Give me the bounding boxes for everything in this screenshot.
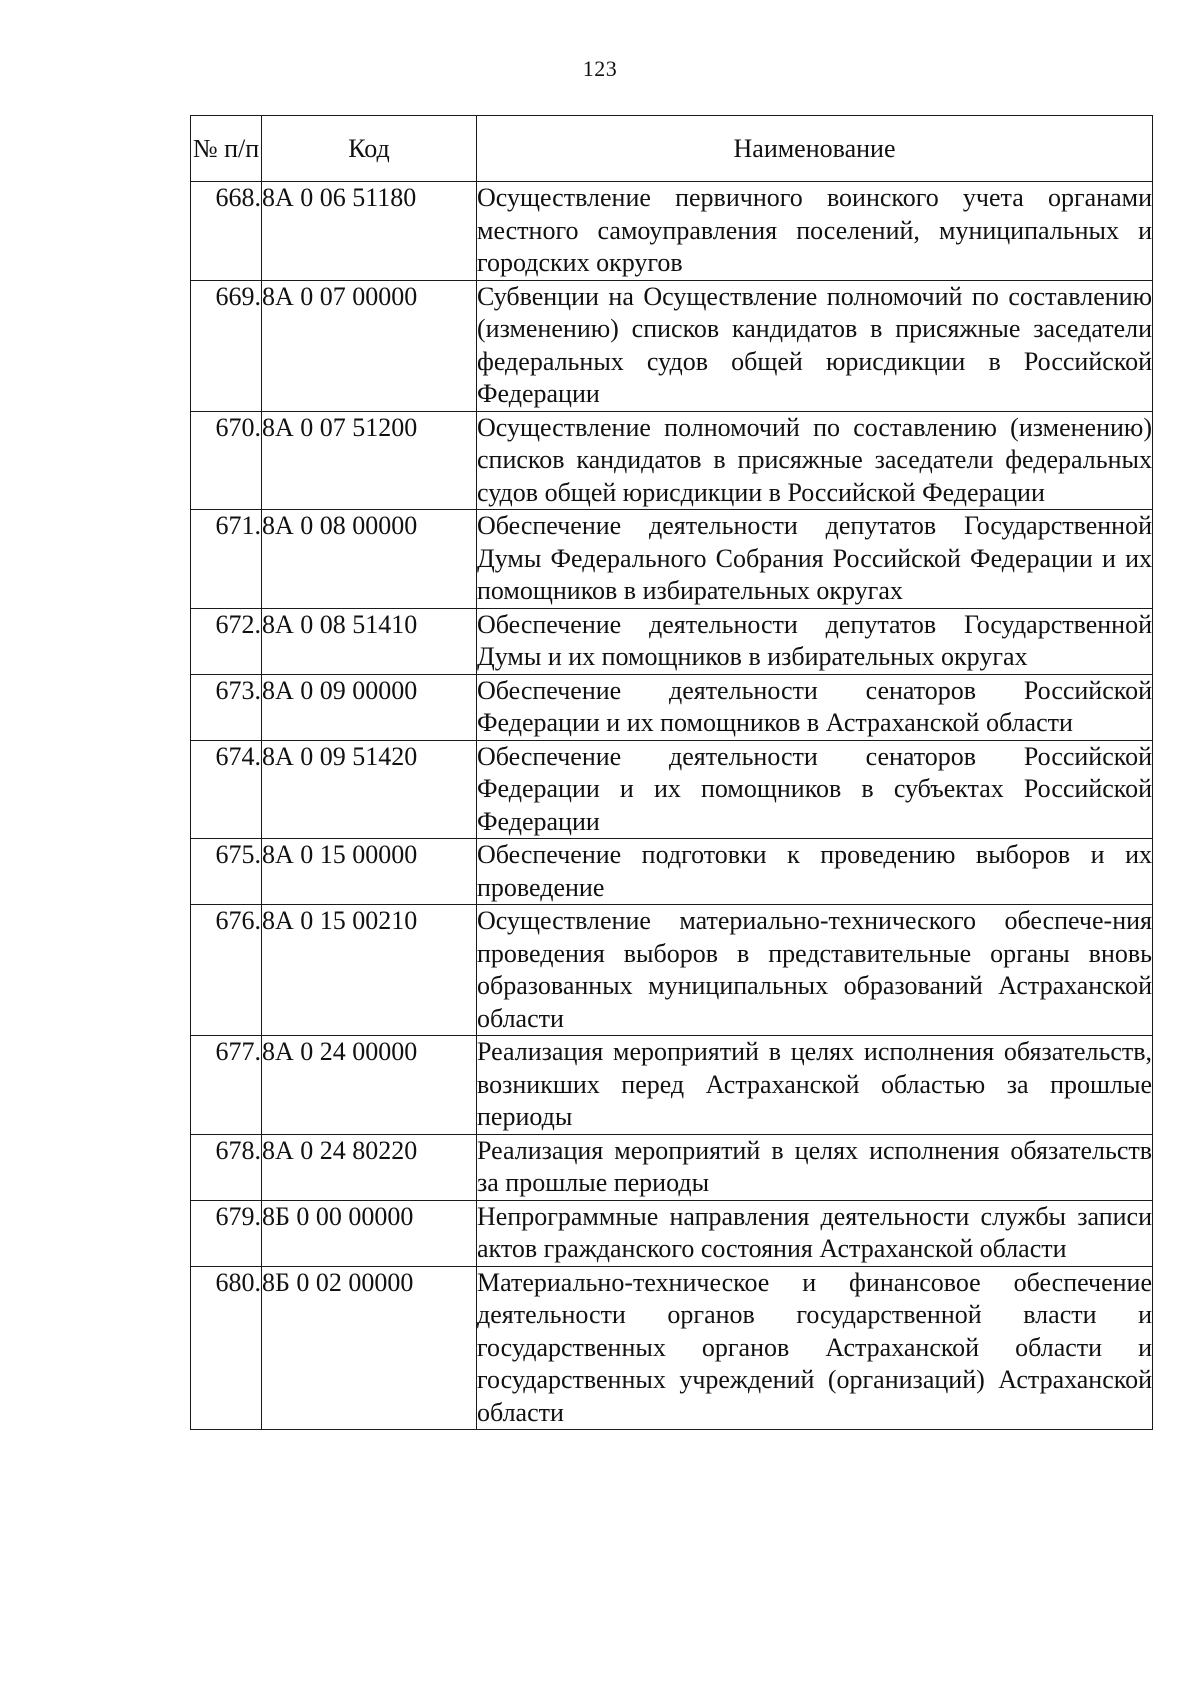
table-row: [191, 1134, 1153, 1200]
row-number: 671.: [191, 510, 262, 609]
row-number: 678.: [191, 1134, 262, 1200]
row-code: 8Б 0 00 00000: [262, 1200, 477, 1266]
row-code: 8А 0 09 00000: [262, 674, 477, 740]
row-number: 675.: [191, 839, 262, 905]
row-name: Обеспечение деятельности депутатов Государственной Думы и их помощников в избирательных округах: [477, 608, 1153, 674]
row-code: 8А 0 08 00000: [262, 510, 477, 609]
header-name: Наименование: [477, 116, 1153, 182]
table-row: [191, 839, 1153, 905]
row-name: Осуществление первичного воинского учета органами местного самоуправления поселений, муниципальных и городских округов: [477, 182, 1153, 281]
table-row: [191, 411, 1153, 510]
table-row: [191, 740, 1153, 839]
row-name: Осуществление полномочий по составлению (изменению) списков кандидатов в присяжные заседатели федеральных судов общей юрисдикции в Российской Федерации: [477, 411, 1153, 510]
row-code: 8А 0 07 51200: [262, 411, 477, 510]
row-number: 680.: [191, 1266, 262, 1430]
row-number: 673.: [191, 674, 262, 740]
row-code: 8А 0 15 00000: [262, 839, 477, 905]
header-code: Код: [262, 116, 477, 182]
row-code: 8А 0 06 51180: [262, 182, 477, 281]
row-number: 679.: [191, 1200, 262, 1266]
row-code: 8А 0 08 51410: [262, 608, 477, 674]
row-name: Осуществление материально-технического обеспече-ния проведения выборов в представительные органы вновь образованных муниципальных образований Астраханской области: [477, 905, 1153, 1036]
row-code: 8А 0 24 80220: [262, 1134, 477, 1200]
table-row: [191, 1200, 1153, 1266]
classification-table: [190, 115, 1153, 1430]
table-row: [191, 510, 1153, 609]
row-number: 668.: [191, 182, 262, 281]
row-number: 669.: [191, 280, 262, 411]
row-number: 676.: [191, 905, 262, 1036]
table-header-row: [191, 116, 1153, 182]
row-number: 670.: [191, 411, 262, 510]
page-number: 123: [582, 56, 618, 81]
row-number: 677.: [191, 1036, 262, 1135]
row-name: Непрограммные направления деятельности службы записи актов гражданского состояния Астраханской области: [477, 1200, 1153, 1266]
row-name: Материально-техническое и финансовое обеспечение деятельности органов государственной власти и государственных органов Астраханской области и государственных учреждений (организаций) Астраханской области: [477, 1266, 1153, 1430]
row-name: Реализация мероприятий в целях исполнения обязательств за прошлые периоды: [477, 1134, 1153, 1200]
row-number: 672.: [191, 608, 262, 674]
row-name: Субвенции на Осуществление полномочий по составлению (изменению) списков кандидатов в присяжные заседатели федеральных судов общей юрисдикции в Российской Федерации: [477, 280, 1153, 411]
row-name: Обеспечение деятельности сенаторов Российской Федерации и их помощников в Астраханской области: [477, 674, 1153, 740]
row-code: 8А 0 24 00000: [262, 1036, 477, 1135]
table-row: [191, 1036, 1153, 1135]
row-number: 674.: [191, 740, 262, 839]
row-name: Реализация мероприятий в целях исполнения обязательств, возникших перед Астраханской областью за прошлые периоды: [477, 1036, 1153, 1135]
row-code: 8А 0 15 00210: [262, 905, 477, 1036]
table-row: [191, 608, 1153, 674]
row-name: Обеспечение деятельности депутатов Государственной Думы Федерального Собрания Российской Федерации и их помощников в избирательных округах: [477, 510, 1153, 609]
row-name: Обеспечение подготовки к проведению выборов и их проведение: [477, 839, 1153, 905]
row-name: Обеспечение деятельности сенаторов Российской Федерации и их помощников в субъектах Российской Федерации: [477, 740, 1153, 839]
table-row: [191, 905, 1153, 1036]
row-code: 8А 0 09 51420: [262, 740, 477, 839]
row-code: 8А 0 07 00000: [262, 280, 477, 411]
table-row: [191, 182, 1153, 281]
table-row: [191, 674, 1153, 740]
header-number: № п/п: [191, 116, 262, 182]
table-row: [191, 1266, 1153, 1430]
row-code: 8Б 0 02 00000: [262, 1266, 477, 1430]
table-row: [191, 280, 1153, 411]
